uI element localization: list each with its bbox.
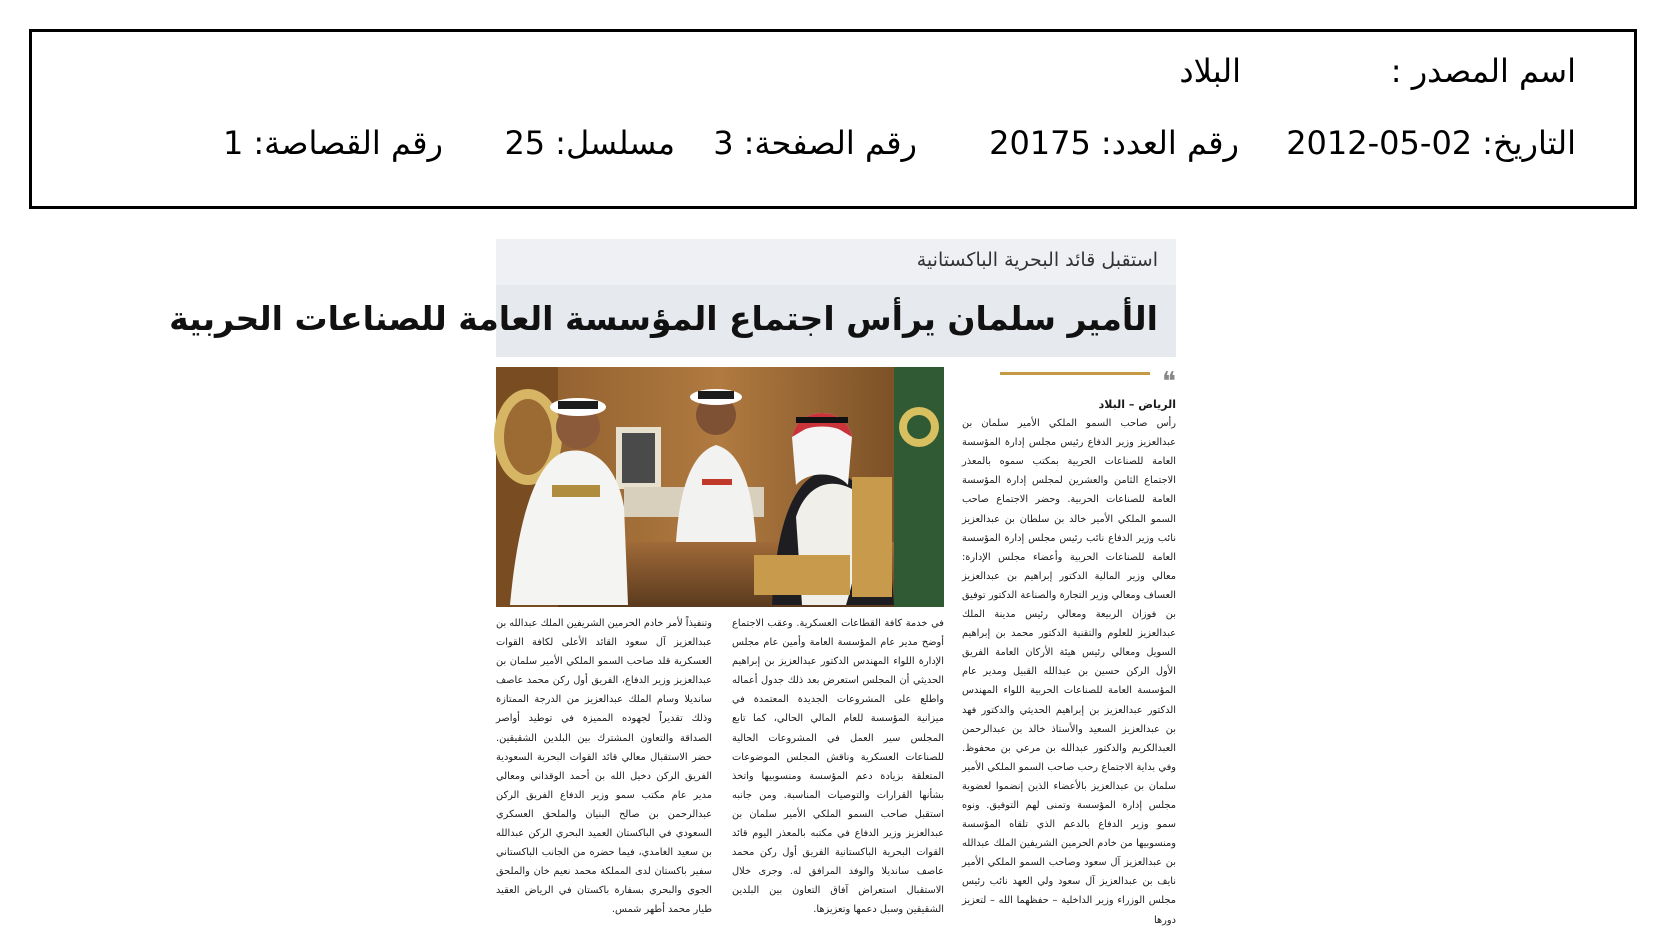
page-label: رقم الصفحة:: [743, 124, 917, 162]
source-field: [1241, 52, 1576, 90]
serial-field: [443, 124, 675, 162]
date-label: التاريخ:: [1482, 124, 1576, 162]
newspaper-clipping: [169, 239, 1176, 926]
meeting-photo-illustration: [496, 367, 944, 607]
opening-quote-icon: ❝: [1162, 367, 1176, 397]
page-value: 3: [713, 124, 734, 162]
date-value: 2012-05-02: [1286, 124, 1473, 162]
serial-label: مسلسل:: [555, 124, 675, 162]
article-dateline: الرياض – البلاد: [1098, 398, 1176, 411]
accent-rule: [1000, 372, 1150, 375]
clipping-metadata-box: [29, 29, 1637, 209]
source-value: البلاد: [1179, 52, 1241, 90]
page-field: [675, 124, 917, 162]
issue-value: 20175: [989, 124, 1091, 162]
serial-value: 25: [504, 124, 546, 162]
clip-number-value: 1: [222, 124, 244, 162]
metadata-row-source: [1179, 52, 1576, 90]
date-field: [1239, 124, 1576, 162]
article-photo: [496, 367, 944, 607]
article-column-2: [732, 614, 944, 916]
column-1-text: رأس صاحب السمو الملكي الأمير سلمان بن عبدالعزيز وزير الدفاع رئيس مجلس إدارة المؤسسة العامة للصناعات الحربية بمكتب سموه بالمعذر الاجتماع الثامن والعشرين لمجلس إدارة المؤسسة العامة للصناعات الحربية. وحضر الاجتماع صاحب السمو الملكي الأمير خالد بن سلطان بن عبدالعزيز نائب وزير الدفاع نائب رئيس مجلس إدارة المؤسسة العامة للصناعات الحربية وأعضاء مجلس الإدارة: معالي وزير المالية الدكتور إبراهيم بن عبدالعزيز العساف ومعالي وزير التجارة والصناعة الدكتور توفيق بن فوزان الربيعة ومعالي رئيس مدينة الملك عبدالعزيز للعلوم والتقنية الدكتور محمد بن إبراهيم السويل ومعالي رئيس هيئة الأركان العامة الفريق الأول الركن حسين بن عبدالله القبيل ومدير عام المؤسسة العامة للصناعات الحربية اللواء المهندس الدكتور عبدالعزيز بن إبراهيم الحديثي والدكتور فهد بن عبدالعزيز السعيد والأستاذ خالد بن عبدالرحمن العبدالكريم والدكتور عبدالله بن مرعي بن محفوظ. وفي بداية الاجتماع رحب صاحب السمو الملكي الأمير سلمان بن عبدالعزيز بالأعضاء الذين إنضموا لعضوية مجلس إدارة المؤسسة وتمنى لهم التوفيق. ونوه سمو وزير الدفاع بالدعم الذي تلقاه المؤسسة ومنسوبيها من خادم الحرمين الشريفين الملك عبدالله بن عبدالعزيز آل سعود وصاحب السمو الملكي الأمير نايف بن عبدالعزيز آل سعود ولي العهد نائب رئيس مجلس الوزراء وزير الداخلية – حفظهما الله – لتعزيز دورها: [962, 418, 1176, 926]
source-label: اسم المصدر :: [1390, 52, 1576, 90]
article-headline: الأمير سلمان يرأس اجتماع المؤسسة العامة للصناعات الحربية: [169, 299, 1158, 338]
metadata-row-details: [223, 124, 1576, 162]
source-value-field: [1179, 52, 1241, 90]
clip-number-field: [223, 124, 443, 162]
issue-label: رقم العدد:: [1100, 124, 1239, 162]
column-2-text: في خدمة كافة القطاعات العسكرية. وعقب الاجتماع أوضح مدير عام المؤسسة العامة وأمين عام مجلس الإدارة اللواء المهندس الدكتور عبدالعزيز بن إبراهيم الحديثي أن المجلس استعرض بعد ذلك جدول أعماله واطلع على المشروعات الجديدة المعتمدة في ميزانية المؤسسة للعام المالي الحالي، كما تابع المجلس سير العمل في المشروعات الحالية للصناعات العسكرية وناقش المجلس الموضوعات المتعلقة بزيادة دعم المؤسسة ومنسوبيها واتخذ بشأنها القرارات والتوصيات المناسبة. ومن جانبه استقبل صاحب السمو الملكي الأمير سلمان بن عبدالعزيز وزير الدفاع في مكتبه بالمعذر اليوم قائد القوات البحرية الباكستانية الفريق أول ركن محمد عاصف سانديلا والوفد المرافق له. وجرى خلال الاستقبال استعراض آفاق التعاون بين البلدين الشقيقين وسبل دعمها وتعزيزها.: [732, 618, 944, 916]
article-column-1: [962, 395, 1176, 926]
kicker-band: [496, 239, 1176, 285]
article-column-3: [496, 614, 712, 916]
headline-band: [169, 285, 1176, 357]
article-kicker: استقبل قائد البحرية الباكستانية: [916, 249, 1158, 271]
column-3-text: وتنفيذاً لأمر خادم الحرمين الشريفين الملك عبدالله بن عبدالعزيز آل سعود القائد الأعلى لكافة القوات العسكرية قلد صاحب السمو الملكي الأمير سلمان بن عبدالعزيز وزير الدفاع، الفريق أول ركن محمد عاصف سانديلا وسام الملك عبدالعزيز من الدرجة الممتازة وذلك تقديراً لجهوده المميزة في توطيد أواصر الصداقة والتعاون المشترك بين البلدين الشقيقين. حضر الاستقبال معالي قائد القوات البحرية السعودية الفريق الركن دخيل الله بن أحمد الوقداني ومعالي مدير عام مكتب سمو وزير الدفاع الفريق الركن عبدالرحمن بن صالح البنيان والملحق العسكري السعودي في الباكستان العميد البحري الركن عبدالله بن سعيد الغامدي، فيما حضره من الجانب الباكستاني سفير باكستان لدى المملكة محمد نعيم خان والملحق الجوي والبحري بسفارة باكستان في الرياض العقيد طيار محمد أطهر شمس.: [496, 618, 712, 916]
issue-field: [917, 124, 1239, 162]
clip-number-label: رقم القصاصة:: [253, 124, 443, 162]
